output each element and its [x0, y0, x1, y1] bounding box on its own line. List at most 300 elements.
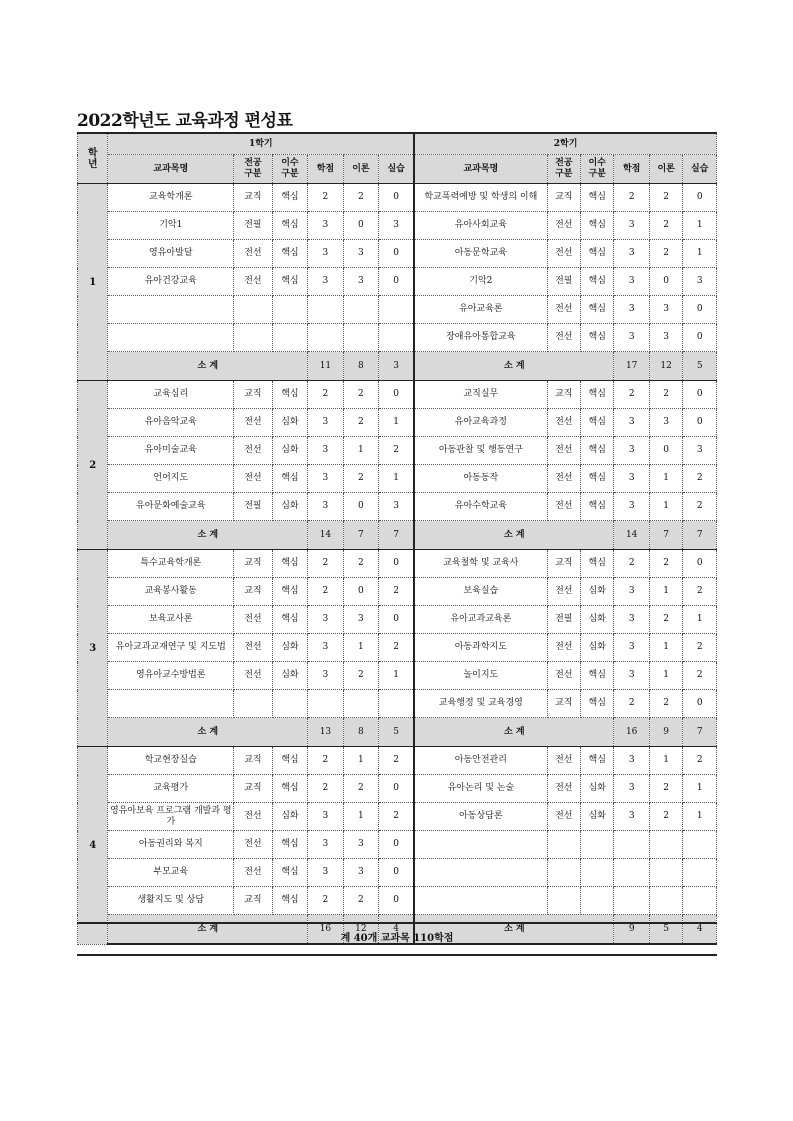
- sem1-major-type-cell: [234, 324, 273, 352]
- col-completion-type-1: 이수 구분: [272, 155, 307, 184]
- sem2-credits-cell: [614, 831, 649, 859]
- sem1-credits-cell: 3: [308, 662, 343, 690]
- sem1-completion-type-cell: 핵심: [272, 775, 307, 803]
- sem2-theory-cell: 2: [649, 606, 682, 634]
- sem2-theory-cell: 2: [649, 212, 682, 240]
- subtotal-theory: 12: [343, 915, 378, 945]
- sem1-subject-cell: 부모교육: [108, 859, 234, 887]
- sem1-theory-cell: 2: [343, 887, 378, 915]
- sem2-completion-type-cell: 핵심: [580, 324, 613, 352]
- sem1-theory-cell: 0: [343, 493, 378, 521]
- sem2-theory-cell: 2: [649, 381, 682, 409]
- table-row: [78, 662, 717, 690]
- sem1-subject-cell: [108, 690, 234, 718]
- sem2-theory-cell: 1: [649, 662, 682, 690]
- sem1-subject-cell: 유아교과교재연구 및 지도법: [108, 634, 234, 662]
- sem2-practice-cell: 0: [683, 296, 717, 324]
- sem1-subject-cell: 유아문화예술교육: [108, 493, 234, 521]
- sem1-major-type-cell: 전선: [234, 409, 273, 437]
- sem2-credits-cell: [614, 887, 649, 915]
- sem2-theory-cell: 3: [649, 324, 682, 352]
- sem1-practice-cell: 0: [379, 606, 415, 634]
- sem1-practice-cell: 0: [379, 240, 415, 268]
- sem2-major-type-cell: 전필: [547, 606, 580, 634]
- sem1-credits-cell: 2: [308, 184, 343, 212]
- sem1-major-type-cell: 전선: [234, 437, 273, 465]
- table-row: [78, 775, 717, 803]
- subtotal-practice: 7: [379, 521, 415, 550]
- table-row: [78, 465, 717, 493]
- sem1-completion-type-cell: 핵심: [272, 887, 307, 915]
- subtotal-credits: 14: [308, 521, 343, 550]
- subtotal-credits: 17: [614, 352, 649, 381]
- sem1-theory-cell: 3: [343, 859, 378, 887]
- col-theory-2: 이론: [649, 155, 682, 184]
- sem1-major-type-cell: [234, 296, 273, 324]
- subtotal-practice: 7: [683, 718, 717, 747]
- subtotal-row: [78, 352, 717, 381]
- sem2-practice-cell: 2: [683, 662, 717, 690]
- sem1-major-type-cell: 전선: [234, 634, 273, 662]
- sem1-completion-type-cell: 심화: [272, 409, 307, 437]
- sem1-theory-cell: 3: [343, 606, 378, 634]
- sem1-completion-type-cell: 핵심: [272, 550, 307, 578]
- sem2-credits-cell: 3: [614, 268, 649, 296]
- sem1-credits-cell: 3: [308, 493, 343, 521]
- sem1-theory-cell: [343, 296, 378, 324]
- sem2-major-type-cell: 전선: [547, 662, 580, 690]
- sem1-major-type-cell: 전선: [234, 831, 273, 859]
- sem1-theory-cell: 2: [343, 550, 378, 578]
- sem2-completion-type-cell: 핵심: [580, 240, 613, 268]
- sem1-completion-type-cell: 핵심: [272, 212, 307, 240]
- sem2-completion-type-cell: 핵심: [580, 437, 613, 465]
- sem1-theory-cell: 1: [343, 437, 378, 465]
- sem1-theory-cell: 3: [343, 268, 378, 296]
- subtotal-practice: 7: [683, 521, 717, 550]
- subtotal-label: 소 계: [414, 352, 614, 381]
- sem1-theory-cell: 1: [343, 747, 378, 775]
- sem1-theory-cell: 2: [343, 775, 378, 803]
- sem2-major-type-cell: 전선: [547, 296, 580, 324]
- sem2-completion-type-cell: [580, 887, 613, 915]
- sem1-completion-type-cell: 심화: [272, 437, 307, 465]
- sem1-practice-cell: 0: [379, 859, 415, 887]
- sem2-credits-cell: 2: [614, 184, 649, 212]
- table-row: [78, 409, 717, 437]
- sem1-completion-type-cell: 핵심: [272, 240, 307, 268]
- sem2-practice-cell: 2: [683, 578, 717, 606]
- sem2-completion-type-cell: 심화: [580, 775, 613, 803]
- col-completion-type-2: 이수 구분: [580, 155, 613, 184]
- sem1-theory-cell: 0: [343, 578, 378, 606]
- total-summary: 계 40개 교과목 110학점: [77, 922, 717, 956]
- sem1-credits-cell: 2: [308, 550, 343, 578]
- sem1-major-type-cell: 전선: [234, 803, 273, 831]
- sem2-subject-cell: 놀이지도: [414, 662, 547, 690]
- sem2-practice-cell: 3: [683, 268, 717, 296]
- sem1-completion-type-cell: 심화: [272, 803, 307, 831]
- sem2-completion-type-cell: 핵심: [580, 296, 613, 324]
- page-title: 2022학년도 교육과정 편성표: [77, 111, 293, 131]
- sem1-major-type-cell: 전선: [234, 240, 273, 268]
- subtotal-credits: 13: [308, 718, 343, 747]
- sem2-theory-cell: 2: [649, 690, 682, 718]
- sem1-major-type-cell: 전선: [234, 268, 273, 296]
- sem1-completion-type-cell: 심화: [272, 662, 307, 690]
- sem1-theory-cell: 1: [343, 634, 378, 662]
- subtotal-row: [78, 718, 717, 747]
- sem1-subject-cell: 학교현장실습: [108, 747, 234, 775]
- sem1-major-type-cell: 전필: [234, 212, 273, 240]
- sem2-theory-cell: 1: [649, 493, 682, 521]
- table-row: [78, 831, 717, 859]
- sem2-completion-type-cell: 핵심: [580, 381, 613, 409]
- sem2-theory-cell: [649, 887, 682, 915]
- sem2-subject-cell: 교육철학 및 교육사: [414, 550, 547, 578]
- sem2-completion-type-cell: 핵심: [580, 465, 613, 493]
- sem1-theory-cell: [343, 324, 378, 352]
- sem2-subject-cell: 유아교과교육론: [414, 606, 547, 634]
- sem2-major-type-cell: [547, 887, 580, 915]
- sem2-completion-type-cell: 핵심: [580, 690, 613, 718]
- sem2-credits-cell: 2: [614, 690, 649, 718]
- sem2-major-type-cell: 전선: [547, 634, 580, 662]
- sem2-theory-cell: 1: [649, 634, 682, 662]
- sem1-practice-cell: 1: [379, 409, 415, 437]
- sem2-practice-cell: 2: [683, 493, 717, 521]
- sem2-theory-cell: 2: [649, 775, 682, 803]
- sem2-theory-cell: 2: [649, 240, 682, 268]
- sem2-credits-cell: 3: [614, 409, 649, 437]
- sem1-completion-type-cell: 핵심: [272, 831, 307, 859]
- curriculum-table: [77, 132, 717, 945]
- table-row: [78, 690, 717, 718]
- sem2-practice-cell: 1: [683, 212, 717, 240]
- sem1-practice-cell: 0: [379, 184, 415, 212]
- subtotal-credits: 14: [614, 521, 649, 550]
- sem1-major-type-cell: 교직: [234, 184, 273, 212]
- table-row: [78, 381, 717, 409]
- col-major-type-2: 전공 구분: [547, 155, 580, 184]
- sem2-major-type-cell: 전선: [547, 578, 580, 606]
- table-row: [78, 184, 717, 212]
- sem2-subject-cell: 교직실무: [414, 381, 547, 409]
- sem1-theory-cell: 3: [343, 831, 378, 859]
- table-row: [78, 578, 717, 606]
- sem2-credits-cell: 3: [614, 240, 649, 268]
- col-major-type-1: 전공 구분: [234, 155, 273, 184]
- subtotal-label: 소 계: [414, 718, 614, 747]
- sem1-subject-cell: 영유아발달: [108, 240, 234, 268]
- year-label: 3: [78, 550, 108, 747]
- sem1-credits-cell: 3: [308, 212, 343, 240]
- subtotal-credits: 11: [308, 352, 343, 381]
- sem2-practice-cell: 1: [683, 803, 717, 831]
- sem2-completion-type-cell: [580, 831, 613, 859]
- sem1-practice-cell: [379, 296, 415, 324]
- sem2-subject-cell: 아동안전관리: [414, 747, 547, 775]
- sem2-subject-cell: 교육행정 및 교육경영: [414, 690, 547, 718]
- sem1-practice-cell: 2: [379, 437, 415, 465]
- table-row: [78, 268, 717, 296]
- sem2-credits-cell: 2: [614, 381, 649, 409]
- table-row: [78, 550, 717, 578]
- sem2-major-type-cell: 교직: [547, 690, 580, 718]
- sem1-subject-cell: 교육학개론: [108, 184, 234, 212]
- subtotal-row: [78, 521, 717, 550]
- sem1-practice-cell: 0: [379, 381, 415, 409]
- sem1-subject-cell: [108, 324, 234, 352]
- sem1-credits-cell: 3: [308, 606, 343, 634]
- sem1-theory-cell: 0: [343, 212, 378, 240]
- sem2-practice-cell: 0: [683, 550, 717, 578]
- sem1-credits-cell: 3: [308, 268, 343, 296]
- sem2-practice-cell: 0: [683, 409, 717, 437]
- sem2-subject-cell: 아동상담론: [414, 803, 547, 831]
- sem2-subject-cell: 유아수학교육: [414, 493, 547, 521]
- subtotal-credits: 16: [308, 915, 343, 945]
- sem1-theory-cell: 3: [343, 240, 378, 268]
- subtotal-label: 소 계: [108, 352, 308, 381]
- sem2-credits-cell: 3: [614, 493, 649, 521]
- table-row: [78, 437, 717, 465]
- sem2-practice-cell: 3: [683, 437, 717, 465]
- sem2-major-type-cell: 전선: [547, 775, 580, 803]
- sem2-completion-type-cell: 핵심: [580, 550, 613, 578]
- table-row: [78, 240, 717, 268]
- subtotal-theory: 5: [649, 915, 682, 945]
- sem2-completion-type-cell: 핵심: [580, 268, 613, 296]
- sem1-major-type-cell: 전필: [234, 493, 273, 521]
- sem1-practice-cell: 0: [379, 550, 415, 578]
- sem1-credits-cell: 3: [308, 409, 343, 437]
- sem2-major-type-cell: 전선: [547, 493, 580, 521]
- sem2-completion-type-cell: 핵심: [580, 212, 613, 240]
- sem2-credits-cell: 3: [614, 578, 649, 606]
- sem1-completion-type-cell: 심화: [272, 493, 307, 521]
- sem2-theory-cell: [649, 831, 682, 859]
- table-row: [78, 634, 717, 662]
- sem2-practice-cell: 0: [683, 381, 717, 409]
- sem1-credits-cell: 3: [308, 859, 343, 887]
- sem2-subject-cell: 학교폭력예방 및 학생의 이해: [414, 184, 547, 212]
- sem1-practice-cell: 2: [379, 747, 415, 775]
- subtotal-practice: 5: [379, 718, 415, 747]
- sem1-completion-type-cell: 핵심: [272, 578, 307, 606]
- sem1-major-type-cell: 교직: [234, 775, 273, 803]
- sem1-credits-cell: [308, 690, 343, 718]
- sem1-major-type-cell: 교직: [234, 887, 273, 915]
- table-row: [78, 859, 717, 887]
- sem1-completion-type-cell: 핵심: [272, 184, 307, 212]
- semester1-header: 1학기: [108, 133, 414, 155]
- sem1-credits-cell: 3: [308, 803, 343, 831]
- table-row: [78, 606, 717, 634]
- sem2-credits-cell: 3: [614, 437, 649, 465]
- table-row: [78, 887, 717, 915]
- sem1-subject-cell: 생활지도 및 상담: [108, 887, 234, 915]
- sem1-completion-type-cell: [272, 324, 307, 352]
- sem2-credits-cell: 3: [614, 662, 649, 690]
- sem1-practice-cell: 0: [379, 887, 415, 915]
- sem1-subject-cell: 언어지도: [108, 465, 234, 493]
- sem2-practice-cell: [683, 887, 717, 915]
- sem2-major-type-cell: 전선: [547, 747, 580, 775]
- sem1-major-type-cell: 교직: [234, 747, 273, 775]
- sem1-credits-cell: [308, 296, 343, 324]
- col-practice-1: 실습: [379, 155, 415, 184]
- sem2-major-type-cell: 전선: [547, 240, 580, 268]
- sem1-credits-cell: 3: [308, 465, 343, 493]
- sem2-completion-type-cell: 심화: [580, 634, 613, 662]
- sem2-credits-cell: 3: [614, 606, 649, 634]
- table-row: [78, 212, 717, 240]
- sem1-subject-cell: 아동권리와 복지: [108, 831, 234, 859]
- sem1-major-type-cell: 교직: [234, 578, 273, 606]
- sem1-practice-cell: 1: [379, 465, 415, 493]
- sem1-subject-cell: 교육심리: [108, 381, 234, 409]
- sem1-subject-cell: 유아미술교육: [108, 437, 234, 465]
- semester2-header: 2학기: [414, 133, 716, 155]
- subtotal-theory: 8: [343, 718, 378, 747]
- sem2-practice-cell: 2: [683, 747, 717, 775]
- sem2-practice-cell: 0: [683, 184, 717, 212]
- sem2-theory-cell: 3: [649, 409, 682, 437]
- sem2-subject-cell: 유아교육과정: [414, 409, 547, 437]
- sem2-subject-cell: 유아교육론: [414, 296, 547, 324]
- sem1-completion-type-cell: 핵심: [272, 268, 307, 296]
- subtotal-label: 소 계: [108, 915, 308, 945]
- sem2-subject-cell: [414, 859, 547, 887]
- sem2-credits-cell: 3: [614, 212, 649, 240]
- sem2-subject-cell: [414, 887, 547, 915]
- subtotal-practice: 3: [379, 352, 415, 381]
- sem1-credits-cell: 3: [308, 240, 343, 268]
- sem2-theory-cell: 2: [649, 550, 682, 578]
- sem1-practice-cell: 2: [379, 634, 415, 662]
- sem2-theory-cell: 3: [649, 296, 682, 324]
- sem2-subject-cell: 아동과학지도: [414, 634, 547, 662]
- sem1-subject-cell: 영유아교수방법론: [108, 662, 234, 690]
- subtotal-credits: 16: [614, 718, 649, 747]
- sem2-credits-cell: 3: [614, 634, 649, 662]
- year-label: 1: [78, 184, 108, 381]
- sem2-theory-cell: 1: [649, 578, 682, 606]
- sem2-practice-cell: [683, 859, 717, 887]
- sem2-major-type-cell: [547, 831, 580, 859]
- sem2-theory-cell: 1: [649, 465, 682, 493]
- subtotal-label: 소 계: [108, 521, 308, 550]
- sem1-practice-cell: 3: [379, 212, 415, 240]
- sem2-completion-type-cell: 핵심: [580, 409, 613, 437]
- sem1-subject-cell: [108, 296, 234, 324]
- sem1-major-type-cell: 교직: [234, 550, 273, 578]
- sem2-credits-cell: 3: [614, 747, 649, 775]
- sem1-practice-cell: [379, 690, 415, 718]
- subtotal-label: 소 계: [414, 521, 614, 550]
- sem2-major-type-cell: 전선: [547, 803, 580, 831]
- col-credits-1: 학점: [308, 155, 343, 184]
- sem1-practice-cell: 2: [379, 803, 415, 831]
- sem1-practice-cell: 3: [379, 493, 415, 521]
- sem1-completion-type-cell: 핵심: [272, 859, 307, 887]
- sem1-theory-cell: 2: [343, 662, 378, 690]
- sem2-credits-cell: 3: [614, 296, 649, 324]
- sem1-subject-cell: 유아건강교육: [108, 268, 234, 296]
- sem2-completion-type-cell: 핵심: [580, 662, 613, 690]
- sem1-theory-cell: [343, 690, 378, 718]
- sem2-completion-type-cell: 핵심: [580, 747, 613, 775]
- subtotal-theory: 7: [649, 521, 682, 550]
- sem1-major-type-cell: [234, 690, 273, 718]
- sem2-subject-cell: 아동문학교육: [414, 240, 547, 268]
- sem2-theory-cell: [649, 859, 682, 887]
- sem2-major-type-cell: 전선: [547, 465, 580, 493]
- sem2-major-type-cell: 전선: [547, 212, 580, 240]
- year-label: 2: [78, 381, 108, 550]
- sem1-completion-type-cell: [272, 296, 307, 324]
- sem2-major-type-cell: [547, 859, 580, 887]
- sem2-credits-cell: 2: [614, 550, 649, 578]
- sem1-practice-cell: 1: [379, 662, 415, 690]
- sem2-major-type-cell: 교직: [547, 550, 580, 578]
- sem1-theory-cell: 2: [343, 184, 378, 212]
- sem2-major-type-cell: 전필: [547, 268, 580, 296]
- sem2-theory-cell: 0: [649, 437, 682, 465]
- table-row: [78, 493, 717, 521]
- sem1-completion-type-cell: 핵심: [272, 465, 307, 493]
- subtotal-theory: 12: [649, 352, 682, 381]
- sem2-subject-cell: 보육실습: [414, 578, 547, 606]
- sem1-practice-cell: 0: [379, 831, 415, 859]
- sem1-credits-cell: 2: [308, 887, 343, 915]
- table-row: [78, 296, 717, 324]
- col-subject-1: 교과목명: [108, 155, 234, 184]
- year-column-header: 학 년: [78, 133, 108, 184]
- sem1-major-type-cell: 전선: [234, 465, 273, 493]
- sem2-completion-type-cell: 심화: [580, 803, 613, 831]
- sem2-theory-cell: 2: [649, 184, 682, 212]
- sem2-major-type-cell: 교직: [547, 184, 580, 212]
- sem2-subject-cell: 기악2: [414, 268, 547, 296]
- subtotal-practice: 4: [683, 915, 717, 945]
- sem1-subject-cell: 교육평가: [108, 775, 234, 803]
- table-row: [78, 324, 717, 352]
- sem1-subject-cell: 보육교사론: [108, 606, 234, 634]
- subtotal-label: 소 계: [108, 718, 308, 747]
- sem2-subject-cell: [414, 831, 547, 859]
- sem2-subject-cell: 유아사회교육: [414, 212, 547, 240]
- sem1-subject-cell: 특수교육학개론: [108, 550, 234, 578]
- sem1-credits-cell: 2: [308, 381, 343, 409]
- sem2-completion-type-cell: 핵심: [580, 493, 613, 521]
- col-practice-2: 실습: [683, 155, 717, 184]
- sem2-practice-cell: 2: [683, 465, 717, 493]
- sem1-completion-type-cell: 핵심: [272, 606, 307, 634]
- sem1-completion-type-cell: 핵심: [272, 381, 307, 409]
- sem2-theory-cell: 2: [649, 803, 682, 831]
- sem1-practice-cell: [379, 324, 415, 352]
- sem1-credits-cell: 2: [308, 775, 343, 803]
- sem2-subject-cell: 유아논리 및 논술: [414, 775, 547, 803]
- sem1-subject-cell: 유아음악교육: [108, 409, 234, 437]
- sem1-completion-type-cell: 심화: [272, 634, 307, 662]
- sem2-theory-cell: 1: [649, 747, 682, 775]
- sem2-practice-cell: 1: [683, 775, 717, 803]
- sem2-subject-cell: 아동동작: [414, 465, 547, 493]
- sem1-subject-cell: 영유아보육 프로그램 개발과 평가: [108, 803, 234, 831]
